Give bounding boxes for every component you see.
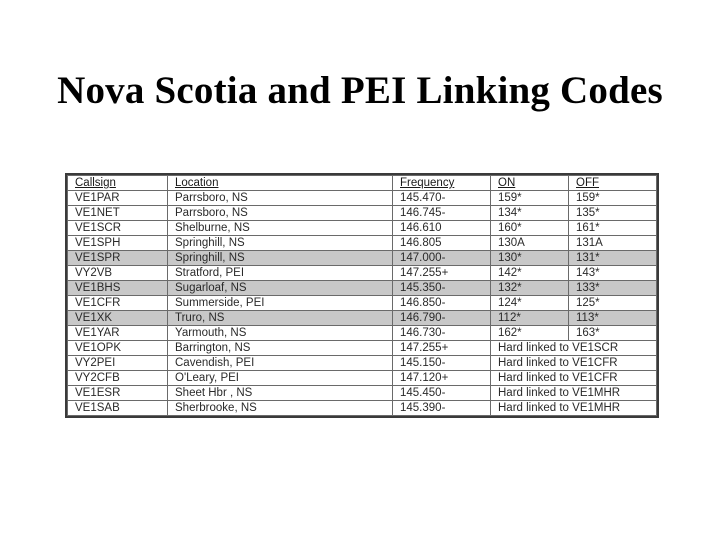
off-code-cell: 163* (569, 326, 657, 341)
callsign-cell: VE1CFR (68, 296, 168, 311)
off-code-cell: 131* (569, 251, 657, 266)
table-row (68, 356, 657, 371)
location-cell: Parrsboro, NS (168, 206, 393, 221)
linking-codes-table (67, 175, 657, 416)
callsign-cell: VY2PEI (68, 356, 168, 371)
frequency-cell: 147.255+ (393, 266, 491, 281)
table-row (68, 266, 657, 281)
link-note-cell: Hard linked to VE1MHR (491, 386, 657, 401)
on-code-cell: 124* (491, 296, 569, 311)
off-code-cell: 131A (569, 236, 657, 251)
header-callsign: Callsign (68, 176, 168, 191)
on-code-cell: 130* (491, 251, 569, 266)
table-row (68, 371, 657, 386)
table-row (68, 341, 657, 356)
location-cell: Sheet Hbr , NS (168, 386, 393, 401)
callsign-cell: VE1SPR (68, 251, 168, 266)
callsign-cell: VE1OPK (68, 341, 168, 356)
header-on: ON (491, 176, 569, 191)
location-cell: Truro, NS (168, 311, 393, 326)
frequency-cell: 146.610 (393, 221, 491, 236)
table-row (68, 206, 657, 221)
callsign-cell: VY2VB (68, 266, 168, 281)
link-note-cell: Hard linked to VE1CFR (491, 356, 657, 371)
on-code-cell: 112* (491, 311, 569, 326)
location-cell: Sugarloaf, NS (168, 281, 393, 296)
table-row (68, 191, 657, 206)
link-note-cell: Hard linked to VE1SCR (491, 341, 657, 356)
on-code-cell: 130A (491, 236, 569, 251)
table-row (68, 386, 657, 401)
table-row (68, 236, 657, 251)
on-code-cell: 132* (491, 281, 569, 296)
location-cell: Springhill, NS (168, 236, 393, 251)
callsign-cell: VY2CFB (68, 371, 168, 386)
location-cell: Stratford, PEI (168, 266, 393, 281)
callsign-cell: VE1NET (68, 206, 168, 221)
frequency-cell: 145.470- (393, 191, 491, 206)
callsign-cell: VE1ESR (68, 386, 168, 401)
frequency-cell: 145.350- (393, 281, 491, 296)
frequency-cell: 147.000- (393, 251, 491, 266)
on-code-cell: 162* (491, 326, 569, 341)
table-row (68, 326, 657, 341)
callsign-cell: VE1XK (68, 311, 168, 326)
table-header-row (68, 176, 657, 191)
frequency-cell: 147.120+ (393, 371, 491, 386)
link-note-cell: Hard linked to VE1MHR (491, 401, 657, 416)
frequency-cell: 146.790- (393, 311, 491, 326)
on-code-cell: 134* (491, 206, 569, 221)
off-code-cell: 159* (569, 191, 657, 206)
table-body (68, 191, 657, 416)
callsign-cell: VE1SAB (68, 401, 168, 416)
on-code-cell: 159* (491, 191, 569, 206)
slide-title: Nova Scotia and PEI Linking Codes (57, 69, 663, 112)
callsign-cell: VE1PAR (68, 191, 168, 206)
callsign-cell: VE1BHS (68, 281, 168, 296)
location-cell: Sherbrooke, NS (168, 401, 393, 416)
location-cell: Yarmouth, NS (168, 326, 393, 341)
location-cell: Springhill, NS (168, 251, 393, 266)
frequency-cell: 145.450- (393, 386, 491, 401)
frequency-cell: 147.255+ (393, 341, 491, 356)
callsign-cell: VE1SCR (68, 221, 168, 236)
header-frequency: Frequency (393, 176, 491, 191)
table-row (68, 281, 657, 296)
location-cell: Summerside, PEI (168, 296, 393, 311)
header-location: Location (168, 176, 393, 191)
callsign-cell: VE1SPH (68, 236, 168, 251)
table-row (68, 221, 657, 236)
off-code-cell: 125* (569, 296, 657, 311)
frequency-cell: 145.390- (393, 401, 491, 416)
frequency-cell: 146.745- (393, 206, 491, 221)
on-code-cell: 160* (491, 221, 569, 236)
callsign-cell: VE1YAR (68, 326, 168, 341)
off-code-cell: 133* (569, 281, 657, 296)
table-row (68, 311, 657, 326)
frequency-cell: 145.150- (393, 356, 491, 371)
link-note-cell: Hard linked to VE1CFR (491, 371, 657, 386)
off-code-cell: 113* (569, 311, 657, 326)
frequency-cell: 146.805 (393, 236, 491, 251)
on-code-cell: 142* (491, 266, 569, 281)
off-code-cell: 135* (569, 206, 657, 221)
frequency-cell: 146.850- (393, 296, 491, 311)
table-row (68, 401, 657, 416)
table-row (68, 251, 657, 266)
frequency-cell: 146.730- (393, 326, 491, 341)
table-row (68, 296, 657, 311)
location-cell: Cavendish, PEI (168, 356, 393, 371)
location-cell: O'Leary, PEI (168, 371, 393, 386)
location-cell: Parrsboro, NS (168, 191, 393, 206)
off-code-cell: 143* (569, 266, 657, 281)
header-off: OFF (569, 176, 657, 191)
off-code-cell: 161* (569, 221, 657, 236)
location-cell: Shelburne, NS (168, 221, 393, 236)
location-cell: Barrington, NS (168, 341, 393, 356)
